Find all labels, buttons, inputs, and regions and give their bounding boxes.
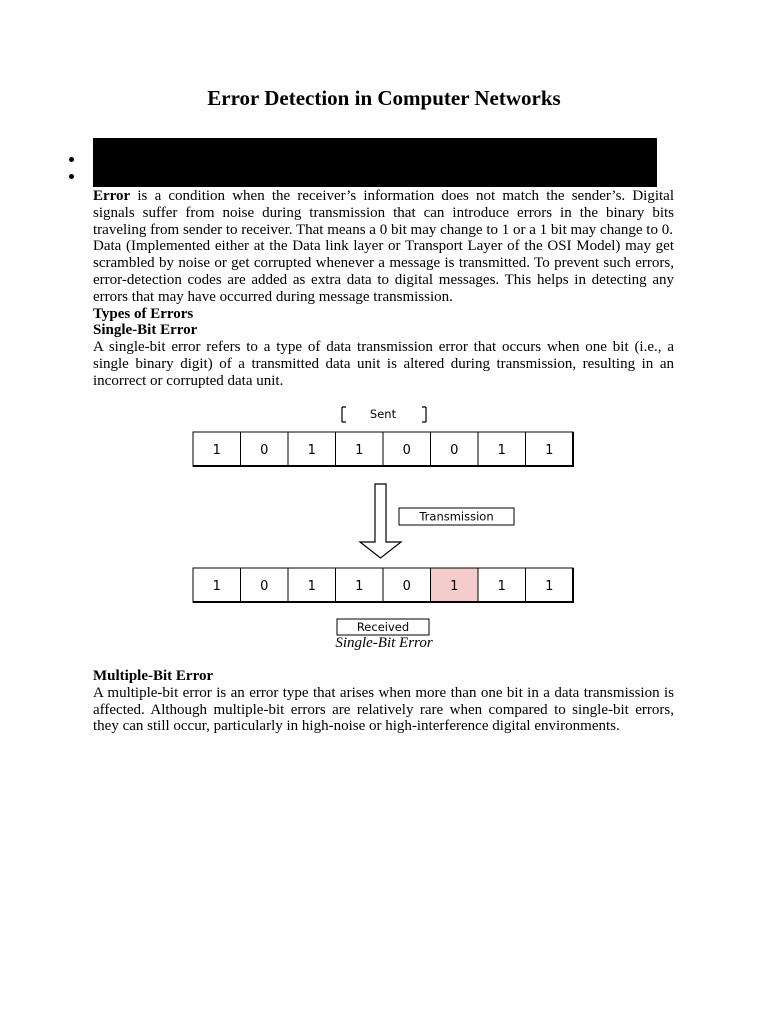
sent-bit-value: 1: [307, 443, 316, 458]
page-title: Error Detection in Computer Networks: [207, 86, 561, 110]
intro-section: [93, 188, 674, 390]
sent-bit-value: 0: [402, 443, 411, 458]
received-bit-value: 1: [450, 579, 459, 594]
redacted-bar: [93, 138, 657, 187]
single-bit-error-diagram: [180, 402, 590, 654]
received-bit-value: 1: [212, 579, 221, 594]
sent-bit-value: 1: [497, 443, 506, 458]
transmission-label: Transmission: [419, 509, 494, 524]
multiple-bit-section: [93, 668, 674, 735]
received-bits-row: [193, 568, 573, 602]
types-heading: Types of Errors: [93, 305, 194, 322]
single-bit-paragraph: A single-bit error refers to a type of data transmission error that occurs when one bit (i.e., a single binary digit) of a transmitted data unit is altered during transmission, resulting in an incorrect or corrupted data unit.: [93, 339, 674, 389]
received-bit-value: 1: [497, 579, 506, 594]
received-bit-value: 1: [355, 579, 364, 594]
sent-bit-value: 0: [260, 443, 269, 458]
sent-label: Sent: [369, 407, 397, 421]
sent-bit-value: 1: [355, 443, 364, 458]
diagram-caption: Single-Bit Error: [335, 635, 433, 651]
received-bit-value: 0: [260, 579, 269, 594]
error-term: Error: [93, 188, 131, 204]
transmission-arrow: [360, 484, 401, 558]
error-definition-text: is a condition when the receiver’s information does not match the sender’s. Digital signals suffer from noise during transmission that can introduce errors in the binary bits traveling from sender to receiver. That means a 0 bit may change to 1 or a 1 bit may change to 0.: [93, 188, 674, 238]
single-bit-heading: Single-Bit Error: [93, 322, 198, 339]
received-label: Received: [356, 620, 410, 634]
bullet-dot: [69, 174, 74, 179]
received-bit-value: 1: [307, 579, 316, 594]
sent-bit-value: 0: [450, 443, 459, 458]
received-bit-value: 1: [545, 579, 554, 594]
multiple-bit-heading: Multiple-Bit Error: [93, 668, 214, 684]
error-definition-paragraph: [93, 188, 674, 238]
sent-bits-row: [193, 432, 573, 466]
sent-bit-value: 1: [545, 443, 554, 458]
received-bit-value: 0: [402, 579, 411, 594]
bullet-dot: [69, 157, 74, 162]
data-paragraph: Data (Implemented either at the Data link layer or Transport Layer of the OSI Model) may get scrambled by noise or get corrupted whenever a message is transmitted. To prevent such errors, error-detection codes are added as extra data to digital messages. This helps in detecting any errors that may have occurred during message transmission.: [93, 238, 674, 305]
sent-bit-value: 1: [212, 443, 221, 458]
multiple-bit-paragraph: A multiple-bit error is an error type that arises when more than one bit in a data transmission is affected. Although multiple-bit errors are relatively rare when compared to single-bit errors, they can still occur, particularly in high-noise or high-interference digital environments.: [93, 684, 674, 735]
